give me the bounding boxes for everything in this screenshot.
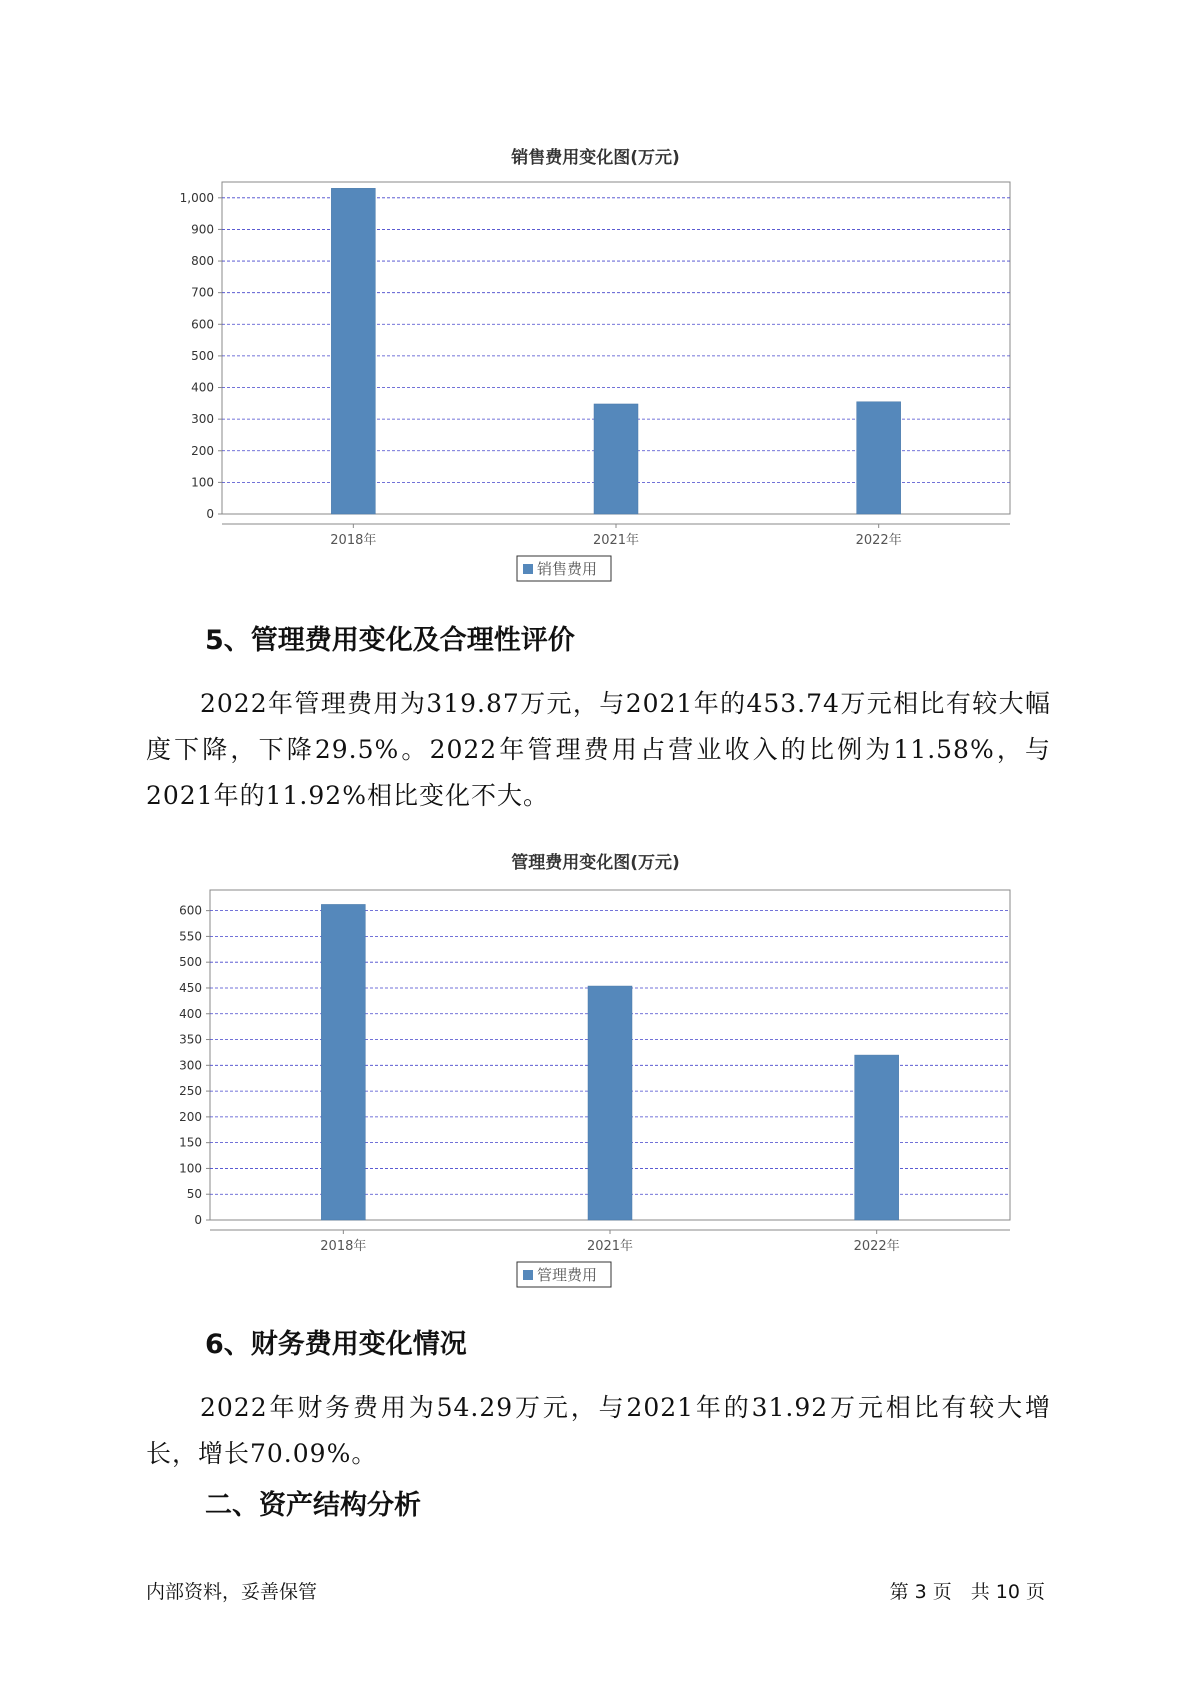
- footer-page-number: 第 3 页 共 10 页: [889, 1581, 1045, 1603]
- y-tick-label: 900: [191, 222, 214, 237]
- legend-swatch: [523, 564, 533, 574]
- section-5-paragraph: [146, 681, 1051, 819]
- legend: [517, 1262, 611, 1287]
- admin-expense-chart: [0, 876, 1191, 1316]
- legend-label: 管理费用: [537, 1266, 598, 1284]
- y-tick-label: 550: [179, 929, 202, 944]
- y-tick-label: 800: [191, 254, 214, 269]
- section-5-text: 2022年管理费用为319.87万元，与2021年的453.74万元相比有较大幅度下降，下降29.5%。2022年管理费用占营业收入的比例为11.58%，与2021年的11.92%相比变化不大。: [146, 689, 1051, 810]
- y-tick-label: 1,000: [179, 190, 214, 205]
- chart-1-title: 销售费用变化图(万元): [511, 148, 680, 168]
- y-tick-label: 150: [179, 1135, 202, 1150]
- legend: [517, 556, 611, 581]
- legend-label: 销售费用: [537, 560, 598, 578]
- y-tick-label: 100: [191, 475, 214, 490]
- bar: [321, 904, 365, 1220]
- sales-expense-chart: [0, 170, 1191, 610]
- x-tick-label: 2018年: [330, 533, 377, 548]
- section-6-heading: 6、财务费用变化情况: [205, 1329, 467, 1360]
- y-tick-label: 350: [179, 1032, 202, 1047]
- y-tick-label: 450: [179, 980, 202, 995]
- x-tick-label: 2022年: [855, 533, 902, 548]
- bar: [588, 986, 632, 1220]
- footer-confidential: 内部资料，妥善保管: [146, 1581, 318, 1603]
- x-tick-label: 2022年: [853, 1239, 900, 1254]
- bar: [594, 404, 638, 514]
- y-tick-label: 200: [191, 443, 214, 458]
- y-tick-label: 0: [206, 507, 214, 521]
- bar: [855, 1055, 899, 1220]
- y-tick-label: 300: [191, 412, 214, 427]
- y-tick-label: 400: [179, 1006, 202, 1021]
- x-tick-label: 2018年: [320, 1239, 367, 1254]
- y-tick-label: 500: [179, 955, 202, 970]
- y-tick-label: 600: [191, 317, 214, 332]
- y-tick-label: 50: [186, 1187, 202, 1202]
- section-6-paragraph: [146, 1385, 1051, 1477]
- bar: [331, 188, 375, 514]
- y-tick-label: 200: [179, 1109, 202, 1124]
- y-tick-label: 300: [179, 1058, 202, 1073]
- chart-2-title: 管理费用变化图(万元): [511, 853, 680, 873]
- y-tick-label: 700: [191, 285, 214, 300]
- y-tick-label: 400: [191, 380, 214, 395]
- x-tick-label: 2021年: [586, 1239, 634, 1254]
- section-6-text: 2022年财务费用为54.29万元，与2021年的31.92万元相比有较大增长，增长70.09%。: [146, 1393, 1051, 1468]
- y-tick-label: 500: [191, 348, 214, 363]
- y-tick-label: 600: [179, 903, 202, 918]
- legend-swatch: [523, 1270, 533, 1280]
- y-tick-label: 250: [179, 1084, 202, 1099]
- y-tick-label: 100: [179, 1161, 202, 1176]
- x-tick-label: 2021年: [592, 533, 640, 548]
- bar: [857, 402, 901, 514]
- section-5-heading: 5、管理费用变化及合理性评价: [205, 625, 575, 656]
- y-tick-label: 0: [194, 1213, 202, 1227]
- section-2-heading: 二、资产结构分析: [205, 1490, 421, 1521]
